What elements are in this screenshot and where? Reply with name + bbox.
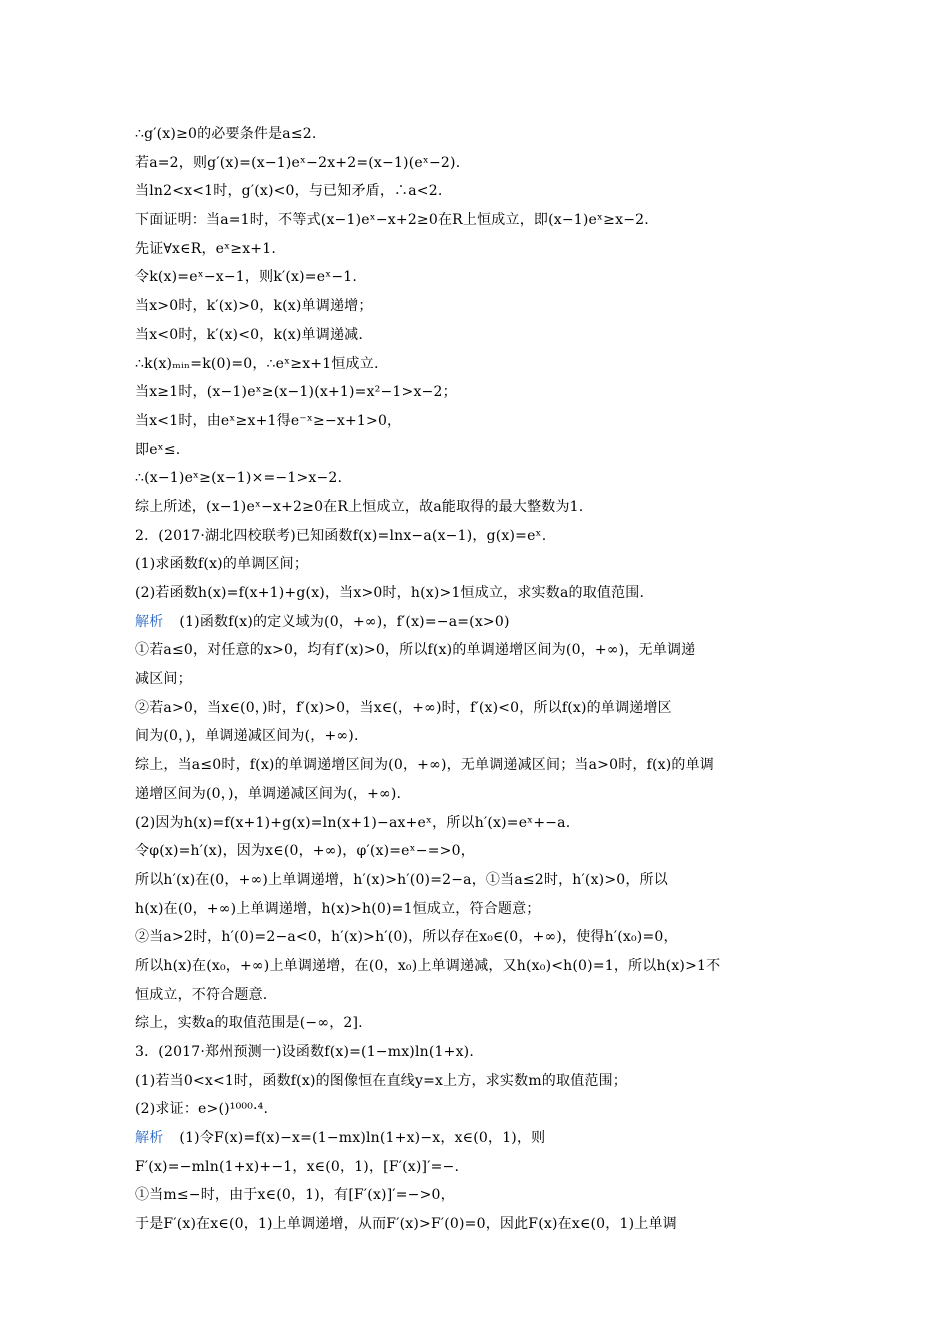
text-line-21: ②若a>0，当x∈(0，)时，f′(x)>0，当x∈(，+∞)时，f′(x)<0，所以f(x)的单调递增区 (135, 699, 672, 716)
problem-3-part-1: (1)若当0<x<1时，函数f(x)的图像恒在直线y=x上方，求实数m的取值范围； (135, 1072, 628, 1089)
text-line-9: ∴k(x)ₘᵢₙ=k(0)=0，∴eˣ≥x+1恒成立. (135, 355, 379, 372)
text-line-32: 综上，实数a的取值范围是(−∞，2]. (135, 1015, 363, 1032)
solution-text (135, 120, 840, 1239)
text-line-20: 减区间； (135, 671, 192, 688)
solution-3-start: 解析 (1)令F(x)=f(x)−x=(1−mx)ln(1+x)−x，x∈(0，1)，则 (135, 1130, 546, 1147)
text-line-4: 下面证明：当a=1时，不等式(x−1)eˣ−x+2≥0在R上恒成立，即(x−1)eˣ≥x−2. (135, 212, 649, 229)
text-line-7: 当x>0时，k′(x)>0，k(x)单调递增； (135, 298, 373, 315)
problem-3-statement: 3．(2017·郑州预测一)设函数f(x)=(1−mx)ln(1+x). (135, 1044, 474, 1060)
text-line-14: 综上所述，(x−1)eˣ−x+2≥0在R上恒成立，故a能取得的最大整数为1. (135, 498, 584, 515)
text-line-29: ②当a>2时，h′(0)=2−a<0，h′(x)>h′(0)，所以存在x₀∈(0，+∞)，使得h′(x₀)=0， (135, 929, 678, 946)
text-line-38: ①当m≤−时，由于x∈(0，1)，有[F′(x)]′=−>0， (135, 1187, 455, 1204)
text-line-25: (2)因为h(x)=f(x+1)+g(x)=ln(x+1)−ax+eˣ，所以h′(x)=eˣ+−a. (135, 814, 571, 831)
text-line-10: 当x≥1时，(x−1)eˣ≥(x−1)(x+1)=x²−1>x−2； (135, 384, 457, 401)
analysis-label: 解析 (135, 613, 164, 630)
text-line-13: ∴(x−1)eˣ≥(x−1)×=−1>x−2. (135, 470, 343, 487)
problem-2-part-2: (2)若函数h(x)=f(x+1)+g(x)，当x>0时，h(x)>1恒成立，求实数a的取值范围. (135, 585, 645, 601)
text-line-6: 令k(x)=eˣ−x−1，则k′(x)=eˣ−1. (135, 269, 358, 286)
text-line-12: 即eˣ≤. (135, 441, 181, 458)
text-line-24: 递增区间为(0，)，单调递减区间为(，+∞). (135, 785, 402, 802)
text-line-22: 间为(0，)，单调递减区间为(，+∞). (135, 728, 359, 745)
text-line-37: F′(x)=−mln(1+x)+−1，x∈(0，1)，[F′(x)]′=−. (135, 1158, 460, 1175)
text-line-28: h(x)在(0，+∞)上单调递增，h(x)>h(0)=1恒成立，符合题意； (135, 900, 541, 917)
text-line-3: 当ln2<x<1时，g′(x)<0，与已知矛盾，∴a<2. (135, 183, 443, 200)
text-line-19: ①若a≤0，对任意的x>0，均有f′(x)>0，所以f(x)的单调递增区间为(0，+∞)，无单调递 (135, 642, 696, 659)
text-line-1: ∴g′(x)≥0的必要条件是a≤2. (135, 126, 317, 142)
text-line-27: 所以h′(x)在(0，+∞)上单调递增，h′(x)>h′(0)=2−a，①当a≤2时，h′(x)>0，所以 (135, 871, 668, 888)
text-line-11: 当x<1时，由eˣ≥x+1得e⁻ˣ≥−x+1>0， (135, 412, 402, 429)
problem-3-part-2: (2)求证：e>()¹⁰⁰⁰·⁴. (135, 1101, 269, 1118)
analysis-label: 解析 (135, 1130, 164, 1147)
text-line-23: 综上，当a≤0时，f(x)的单调递增区间为(0，+∞)，无单调递减区间；当a>0时，f(x)的单调 (135, 757, 714, 774)
text-line-30: 所以h(x)在(x₀，+∞)上单调递增，在(0，x₀)上单调递减，又h(x₀)<h(0)=1，所以h(x)>1不 (135, 957, 721, 974)
text-line-26: 令φ(x)=h′(x)，因为x∈(0，+∞)，φ′(x)=eˣ−=>0， (135, 843, 475, 860)
solution-2-start: 解析 (1)函数f(x)的定义域为(0，+∞)，f′(x)=−a=(x>0) (135, 613, 510, 630)
problem-2-part-1: (1)求函数f(x)的单调区间； (135, 556, 309, 573)
text-line-39: 于是F′(x)在x∈(0，1)上单调递增，从而F′(x)>F′(0)=0，因此F(x)在x∈(0，1)上单调 (135, 1216, 677, 1233)
problem-2-statement: 2．(2017·湖北四校联考)已知函数f(x)=lnx−a(x−1)，g(x)=eˣ. (135, 527, 547, 544)
text-line-2: 若a=2，则g′(x)=(x−1)eˣ−2x+2=(x−1)(eˣ−2). (135, 154, 461, 171)
text-line-31: 恒成立，不符合题意. (135, 986, 268, 1003)
text-line-8: 当x<0时，k′(x)<0，k(x)单调递减. (135, 326, 364, 343)
text-line-5: 先证∀x∈R，eˣ≥x+1. (135, 240, 276, 257)
